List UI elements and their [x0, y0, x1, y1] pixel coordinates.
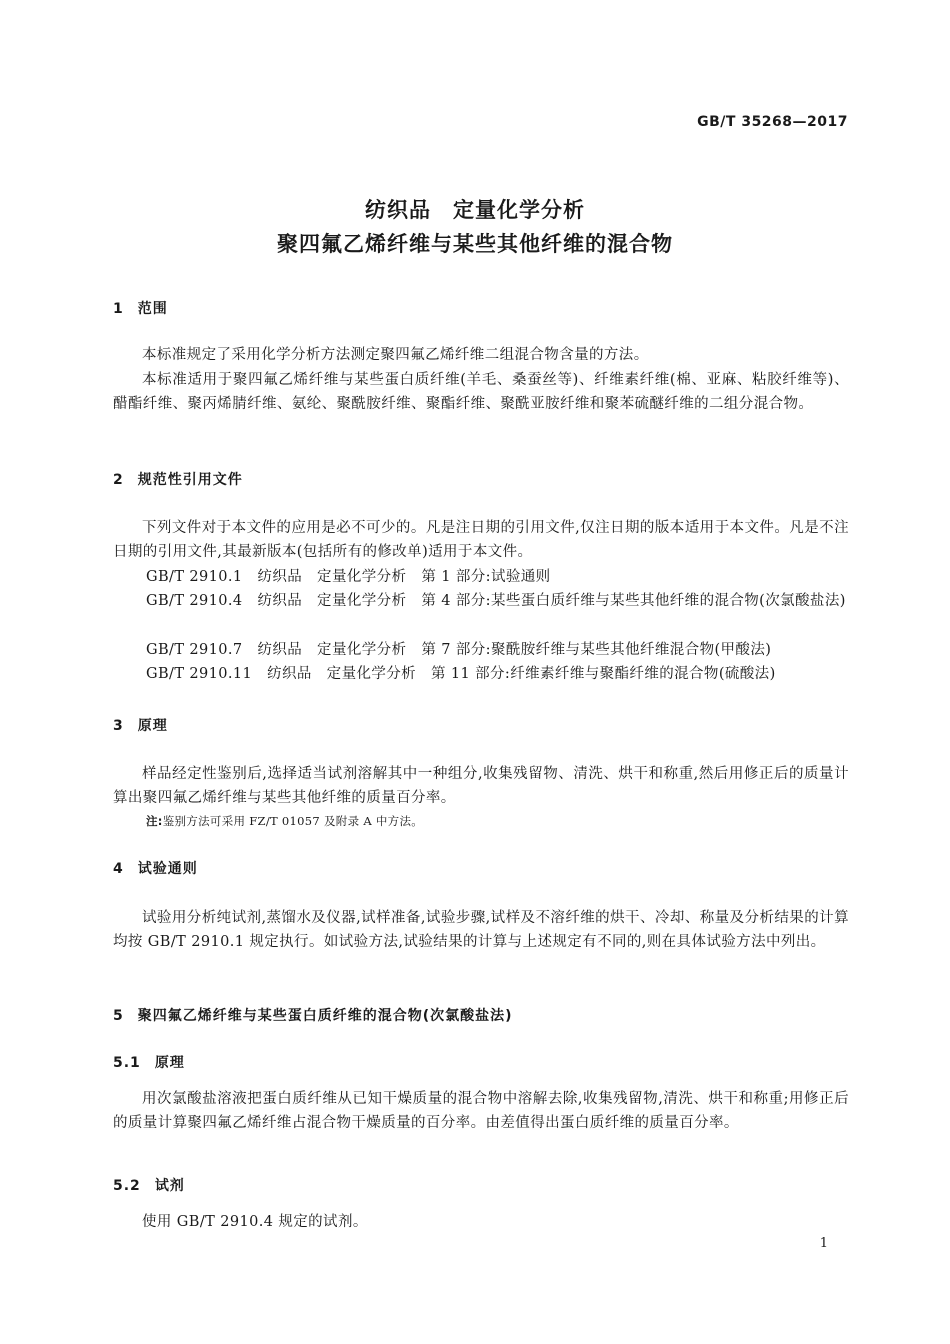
section-3-paragraph-1: 样品经定性鉴别后,选择适当试剂溶解其中一种组分,收集残留物、清洗、烘干和称重,然后用修正后的质量计算出聚四氟乙烯纤维与某些其他纤维的质量百分率。	[113, 766, 849, 806]
section-title: 试验通则	[137, 861, 198, 877]
page-number: 1	[819, 1236, 828, 1251]
section-number: 5.1	[113, 1055, 141, 1071]
section-4-heading	[113, 858, 198, 878]
reference-text: GB/T 2910.11 纺织品 定量化学分析 第 11 部分:纤维素纤维与聚酯纤维的混合物(硫酸法)	[146, 666, 776, 682]
section-title: 原理	[137, 718, 168, 734]
reference-text: GB/T 2910.1 纺织品 定量化学分析 第 1 部分:试验通则	[146, 569, 551, 585]
section-3-heading	[113, 715, 168, 735]
section-number: 5.2	[113, 1178, 141, 1194]
section-title: 规范性引用文件	[137, 472, 243, 488]
reference-item	[113, 565, 849, 589]
reference-text: GB/T 2910.7 纺织品 定量化学分析 第 7 部分:聚酰胺纤维与某些其他纤维混合物(甲酸法)	[146, 642, 772, 658]
section-title: 范围	[137, 301, 168, 317]
section-number: 4	[113, 861, 124, 877]
reference-item	[113, 638, 849, 662]
section-number: 5	[113, 1008, 124, 1024]
section-1-heading	[113, 298, 168, 318]
note-text: 鉴别方法可采用 FZ/T 01057 及附录 A 中方法。	[162, 814, 424, 828]
section-5-2-paragraph-1: 使用 GB/T 2910.4 规定的试剂。	[142, 1214, 368, 1230]
note	[146, 813, 423, 829]
reference-item	[113, 662, 849, 686]
document-title-line-2: 聚四氟乙烯纤维与某些其他纤维的混合物	[277, 232, 673, 256]
section-number: 3	[113, 718, 124, 734]
section-5-1-paragraph-1: 用次氯酸盐溶液把蛋白质纤维从已知干燥质量的混合物中溶解去除,收集残留物,清洗、烘干和称重;用修正后的质量计算聚四氟乙烯纤维占混合物干燥质量的百分率。由差值得出蛋白质纤维的质量百分率。	[113, 1091, 849, 1131]
reference-text: GB/T 2910.4 纺织品 定量化学分析 第 4 部分:某些蛋白质纤维与某些其他纤维的混合物(次氯酸盐法)	[146, 593, 846, 609]
section-1-paragraph-2: 本标准适用于聚四氟乙烯纤维与某些蛋白质纤维(羊毛、桑蚕丝等)、纤维素纤维(棉、亚麻、粘胶纤维等)、醋酯纤维、聚丙烯腈纤维、氨纶、聚酰胺纤维、聚酯纤维、聚酰亚胺纤维和聚苯硫醚纤维的二组分混合物。	[113, 372, 849, 412]
section-2-paragraph-1: 下列文件对于本文件的应用是必不可少的。凡是注日期的引用文件,仅注日期的版本适用于本文件。凡是不注日期的引用文件,其最新版本(包括所有的修改单)适用于本文件。	[113, 520, 849, 560]
section-number: 1	[113, 301, 124, 317]
standard-number: GB/T 35268—2017	[697, 114, 848, 130]
section-title: 试剂	[154, 1178, 185, 1194]
note-label: 注:	[146, 814, 163, 828]
document-title-line-1: 纺织品 定量化学分析	[365, 198, 585, 222]
section-title: 原理	[154, 1055, 185, 1071]
section-5-heading	[113, 1005, 513, 1025]
section-5-2-heading	[113, 1175, 185, 1195]
section-5-1-heading	[113, 1052, 185, 1072]
section-2-heading	[113, 469, 243, 489]
section-4-paragraph-1: 试验用分析纯试剂,蒸馏水及仪器,试样准备,试验步骤,试样及不溶纤维的烘干、冷却、称量及分析结果的计算均按 GB/T 2910.1 规定执行。如试验方法,试验结果的计算与上述规定有不同的,则在具体试验方法中列出。	[113, 910, 849, 950]
reference-item	[113, 589, 849, 613]
section-1-paragraph-1: 本标准规定了采用化学分析方法测定聚四氟乙烯纤维二组混合物含量的方法。	[142, 347, 649, 363]
section-number: 2	[113, 472, 124, 488]
section-title: 聚四氟乙烯纤维与某些蛋白质纤维的混合物(次氯酸盐法)	[137, 1008, 513, 1024]
